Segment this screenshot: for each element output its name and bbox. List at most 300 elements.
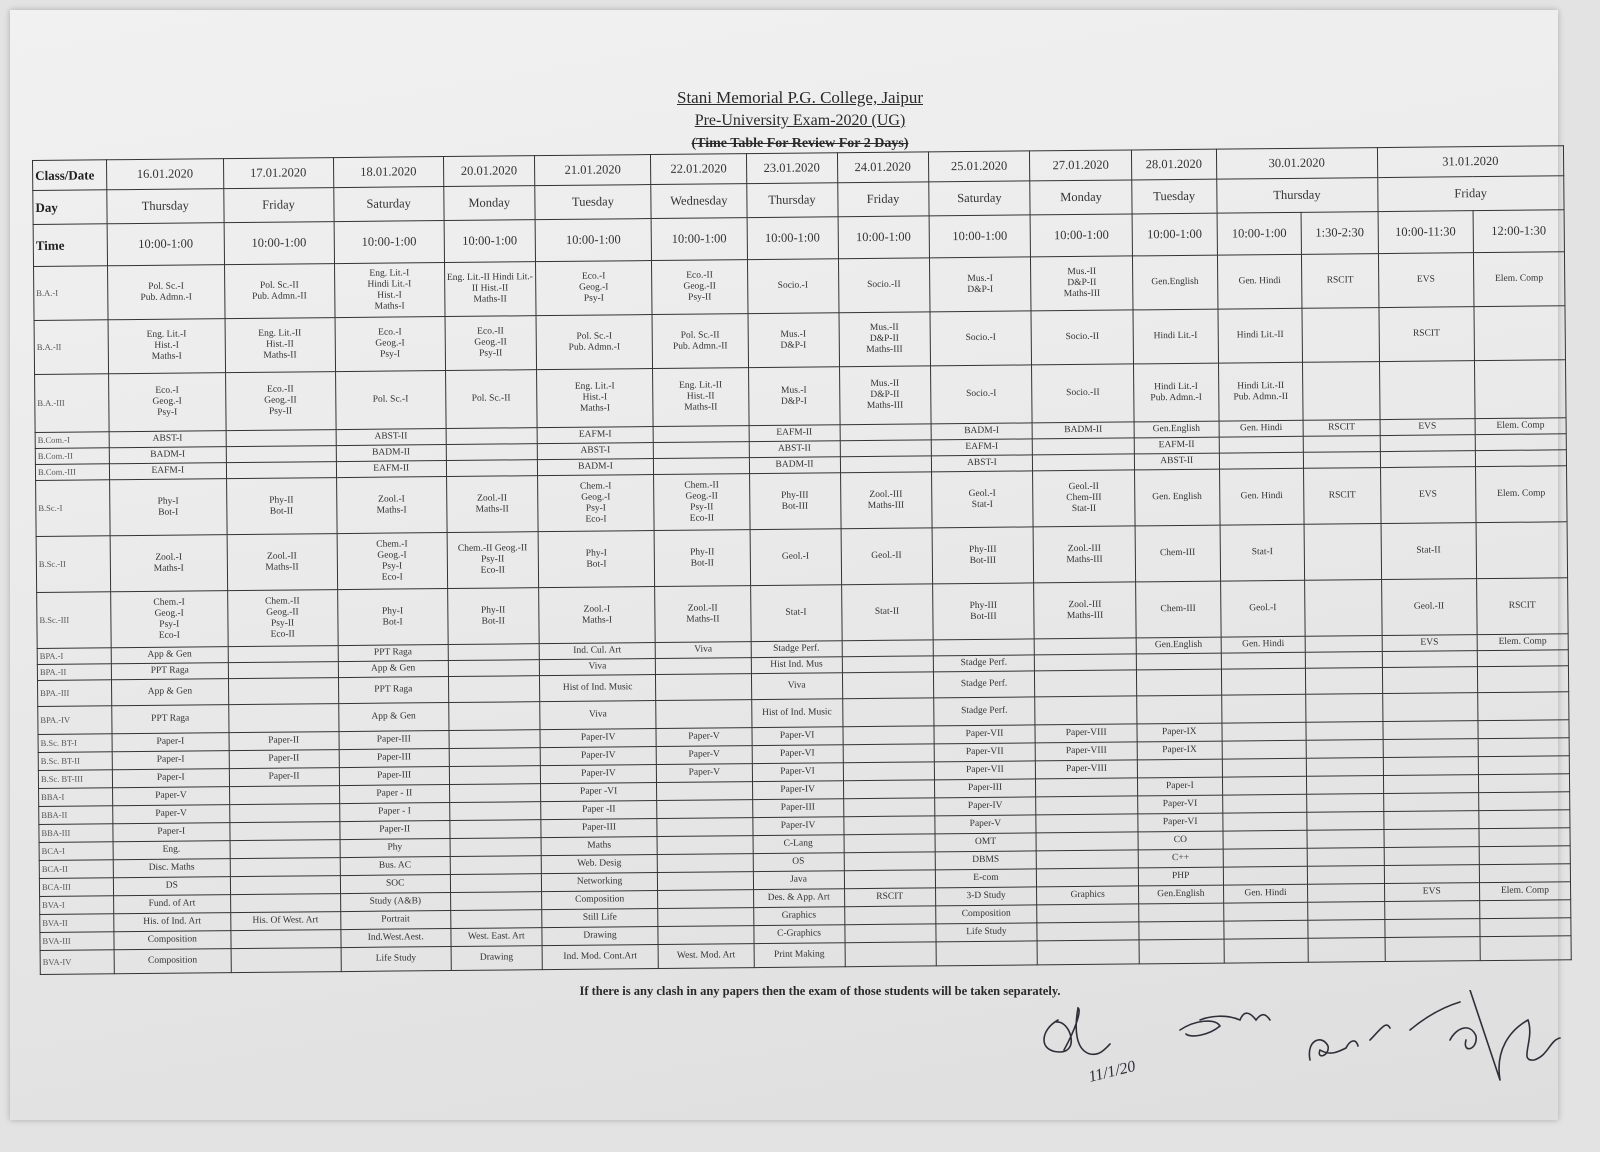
exam-cell: ABST-II (336, 429, 446, 446)
exam-cell: Elem. Comp (1475, 418, 1566, 435)
exam-cell: C++ (1138, 849, 1223, 868)
exam-cell: Ind. Cul. Art (539, 643, 656, 660)
exam-cell (1222, 758, 1307, 777)
class-label: B.Sc.-III (37, 592, 112, 649)
time-cell: 10:00-1:00 (929, 215, 1031, 258)
exam-cell (228, 646, 338, 663)
exam-cell (1139, 939, 1224, 964)
header-label: Day (33, 190, 107, 225)
exam-cell (1036, 778, 1138, 797)
exam-cell (1384, 919, 1479, 938)
exam-cell (843, 780, 934, 799)
exam-cell: BADM-I (537, 459, 654, 476)
exam-cell (1302, 308, 1379, 363)
exam-cell: Ind.West.Aest. (341, 929, 451, 948)
exam-cell (449, 748, 540, 767)
footer-note: If there is any clash in any papers then the exam of those students will be taken separately. (579, 984, 1061, 998)
class-label: B.Sc. BT-III (38, 770, 112, 789)
exam-cell: Paper-I (113, 823, 230, 842)
exam-cell (1382, 667, 1478, 694)
exam-cell: Geol.-I (750, 529, 842, 586)
exam-cell: BADM-I (931, 423, 1033, 440)
exam-cell: Phy-II Bot-II (226, 478, 337, 535)
exam-cell: Paper-V (113, 787, 230, 806)
exam-cell: Drawing (451, 946, 542, 971)
exam-cell: RSCIT (844, 888, 935, 907)
exam-cell (1304, 524, 1381, 581)
class-label: B.Sc.-II (36, 536, 111, 593)
exam-cell: EAFM-II (1134, 437, 1219, 454)
exam-cell: Paper-VIII (1035, 742, 1137, 761)
date-cell: 21.01.2020 (534, 155, 651, 186)
exam-cell: CO (1138, 831, 1223, 850)
date-cell: 31.01.2020 (1377, 146, 1564, 178)
exam-cell: Socio.-II (1031, 310, 1133, 365)
exam-cell: Study (A&B) (340, 893, 450, 912)
exam-cell: PPT Raga (338, 677, 448, 704)
exam-cell: Paper-VIII (1036, 760, 1138, 779)
exam-cell: Maths (541, 837, 658, 856)
exam-cell (844, 834, 935, 853)
exam-cell (1385, 937, 1481, 962)
exam-cell (657, 854, 752, 873)
college-name: Stani Memorial P.G. College, Jaipur (676, 88, 923, 107)
date-cell: 27.01.2020 (1030, 150, 1132, 181)
struck-subtitle: (Time Table For Review For 2 Days) (691, 136, 909, 151)
exam-cell: PPT Raga (111, 663, 228, 680)
exam-cell: Composition (541, 891, 658, 910)
exam-cell: SOC (340, 875, 450, 894)
exam-cell: Gen. Hindi (1219, 420, 1304, 437)
exam-cell: Paper-III (752, 799, 843, 818)
exam-cell: Socio.-II (838, 258, 930, 313)
exam-cell (1033, 438, 1135, 455)
exam-cell (1306, 652, 1382, 669)
exam-cell (1480, 936, 1571, 961)
day-cell: Saturday (928, 181, 1030, 216)
class-label: BCA-III (39, 878, 113, 897)
exam-cell: Paper -VI (540, 783, 657, 802)
exam-cell: Paper-IX (1137, 723, 1222, 742)
exam-cell (1380, 435, 1475, 452)
exam-cell (1222, 812, 1307, 831)
exam-cell: Stat-II (841, 584, 933, 641)
exam-cell: Hindi Lit.-II Pub. Admn.-II (1218, 362, 1303, 421)
exam-cell (1308, 902, 1384, 921)
exam-cell: Viva (655, 642, 750, 659)
exam-cell: RSCIT (1476, 578, 1568, 635)
exam-cell: Composition (114, 949, 231, 974)
exam-cell (656, 674, 752, 701)
exam-cell: Gen.English (1136, 637, 1221, 654)
exam-cell: Paper-IV (540, 729, 657, 748)
exam-cell (1308, 920, 1384, 939)
exam-cell (1382, 651, 1477, 668)
exam-cell (844, 852, 935, 871)
exam-cell: Paper-II (340, 821, 450, 840)
time-cell: 10:00-1:00 (1030, 214, 1132, 257)
exam-cell (1139, 921, 1224, 940)
exam-cell: EAFM-I (110, 463, 227, 480)
exam-cell: E-com (935, 869, 1037, 888)
time-cell: 10:00-1:00 (107, 223, 224, 266)
exam-cell: EVS (1382, 635, 1477, 652)
exam-cell: App & Gen (112, 679, 229, 706)
exam-cell: RSCIT (1302, 254, 1379, 309)
exam-cell: Paper-VIII (1035, 724, 1137, 743)
exam-cell: Stat-II (1381, 523, 1477, 580)
exam-cell: Gen. English (1134, 469, 1219, 526)
exam-cell: Pol. Sc.-II (445, 370, 537, 429)
exam-cell (1035, 654, 1137, 671)
exam-cell: Pol. Sc.-II Pub. Admn.-II (652, 314, 748, 369)
exam-cell: ABST-I (537, 443, 654, 460)
exam-cell (451, 910, 542, 929)
exam-cell (656, 658, 751, 675)
exam-cell (1037, 922, 1139, 941)
exam-cell (1384, 847, 1479, 866)
exam-cell (1478, 720, 1569, 739)
exam-cell: Phy-I Bot-I (538, 531, 655, 588)
exam-cell: RSCIT (1303, 420, 1379, 437)
exam-cell: Geol.-I Stat-I (931, 471, 1033, 528)
exam-cell (1219, 452, 1304, 469)
exam-cell (230, 858, 340, 877)
exam-cell: Phy (340, 839, 450, 858)
exam-cell (446, 428, 537, 445)
exam-cell (1308, 938, 1384, 963)
exam-cell: PPT Raga (338, 645, 448, 662)
exam-cell: Chem-III (1135, 525, 1220, 582)
exam-cell: ABST-II (749, 441, 840, 458)
exam-cell (843, 744, 934, 763)
exam-cell (843, 798, 934, 817)
class-label: B.Com.-II (35, 448, 109, 465)
exam-cell: Elem. Comp (1473, 252, 1565, 307)
class-label: BPA.-IV (38, 706, 112, 735)
exam-cell: Hindi Lit.-II (1218, 308, 1303, 363)
exam-cell: Pol. Sc.-I Pub. Admn.-I (108, 265, 225, 320)
exam-cell (1307, 830, 1383, 849)
date-cell: 18.01.2020 (333, 157, 443, 188)
exam-cell: 3-D Study (935, 887, 1037, 906)
exam-cell: Paper-I (1137, 777, 1222, 796)
exam-cell: Phy-III Bot-III (932, 527, 1034, 584)
exam-cell: Stadge Perf. (933, 671, 1035, 698)
exam-cell: PHP (1138, 867, 1223, 886)
exam-cell (657, 818, 752, 837)
exam-cell (653, 426, 748, 443)
signature-date: 11/1/20 (1086, 1057, 1138, 1086)
exam-cell: Paper-I (112, 769, 229, 788)
exam-cell (1304, 452, 1380, 469)
day-cell: Friday (837, 182, 928, 217)
exam-cell (1306, 668, 1382, 695)
exam-cell: Paper-VI (1138, 813, 1223, 832)
day-cell: Friday (223, 188, 333, 223)
exam-cell: RSCIT (1379, 307, 1475, 362)
exam-cell: Print Making (754, 943, 845, 968)
exam-cell: Gen.English (1138, 885, 1223, 904)
exam-cell (1480, 918, 1571, 937)
exam-cell: Paper-VII (934, 743, 1036, 762)
exam-cell: Paper-VI (752, 763, 843, 782)
exam-cell (448, 676, 539, 703)
exam-cell (842, 672, 933, 699)
exam-cell (845, 942, 936, 967)
exam-cell (226, 430, 336, 447)
exam-cell (449, 784, 540, 803)
signatures (1030, 990, 1570, 1100)
exam-cell (231, 948, 341, 973)
day-cell: Tuesday (535, 185, 652, 220)
exam-cell: Paper-IV (934, 797, 1036, 816)
exam-cell: Chem.-II Geog.-II Psy-II Eco-II (654, 474, 750, 531)
exam-cell (1036, 850, 1138, 869)
exam-cell: Eng. Lit.-II Hist.-II Maths-II (225, 318, 336, 373)
exam-cell: Disc. Maths (113, 859, 230, 878)
exam-cell: Graphics (1037, 886, 1139, 905)
exam-cell (1478, 756, 1569, 775)
exam-cell (933, 639, 1035, 656)
exam-cell: Chem.-I Geog.-I Psy-I Eco-I (537, 475, 654, 532)
exam-cell: C-Lang (753, 835, 844, 854)
exam-cell: Zool.-III Maths-III (1034, 582, 1136, 639)
exam-title: Pre-University Exam-2020 (UG) (694, 112, 906, 129)
exam-cell: Gen. Hindi (1219, 468, 1304, 525)
class-label: B.Sc.-I (36, 480, 111, 537)
class-label: BVA-I (40, 896, 114, 915)
exam-cell: Paper - II (339, 785, 449, 804)
time-cell: 10:00-1:00 (535, 219, 652, 262)
exam-cell: EVS (1380, 419, 1475, 436)
date-cell: 28.01.2020 (1131, 149, 1216, 180)
exam-cell (1477, 650, 1568, 667)
exam-cell: C-Graphics (753, 925, 844, 944)
exam-cell (843, 816, 934, 835)
exam-cell: Chem.-I Geog.-I Psy-I Eco-I (337, 533, 448, 590)
exam-cell (1035, 696, 1137, 725)
exam-cell: Gen. Hindi (1221, 636, 1306, 653)
exam-cell: Eco.-I Geog.-I Psy-I (535, 261, 652, 316)
exam-cell (229, 786, 339, 805)
signature-3 (1309, 990, 1560, 1080)
exam-cell (449, 766, 540, 785)
date-cell: 30.01.2020 (1216, 148, 1377, 180)
class-label: BPA.-I (37, 648, 111, 665)
exam-cell (1380, 451, 1475, 468)
exam-cell: Eng. Lit.-II Hindi Lit.-II Hist.-II Maths-II (444, 262, 536, 317)
exam-cell: Paper-V (656, 746, 751, 765)
exam-cell: Paper -II (541, 801, 658, 820)
exam-cell: BADM-II (1032, 422, 1134, 439)
exam-cell: Life Study (341, 947, 451, 972)
exam-cell (1306, 740, 1382, 759)
exam-cell (843, 726, 934, 745)
exam-cell (1137, 759, 1222, 778)
exam-cell: Socio.-I (747, 259, 839, 314)
exam-cell: Socio.-II (1032, 364, 1134, 423)
class-label: BBA-I (39, 788, 113, 807)
exam-cell (1382, 721, 1477, 740)
exam-cell (842, 656, 933, 673)
class-label: B.A.-III (35, 374, 110, 433)
exam-cell: Paper-VI (752, 727, 843, 746)
time-cell: 10:00-1:00 (1217, 212, 1302, 255)
exam-cell: Paper-V (113, 805, 230, 824)
exam-cell (843, 762, 934, 781)
exam-cell: Mus.-I D&P-I (748, 313, 840, 368)
exam-cell: DBMS (935, 851, 1037, 870)
exam-cell: Networking (541, 873, 658, 892)
exam-cell (446, 444, 537, 461)
exam-cell: Eng. Lit.-I Hindi Lit.-I Hist.-I Maths-I (334, 263, 445, 318)
exam-cell (230, 876, 340, 895)
exam-cell (1474, 306, 1566, 361)
exam-cell: Phy-I Bot-I (110, 479, 227, 536)
exam-cell: EAFM-II (749, 425, 840, 442)
exam-cell: Phy-III Bot-III (749, 473, 841, 530)
class-label: BVA-III (40, 932, 114, 951)
exam-cell (1036, 832, 1138, 851)
exam-cell (1036, 814, 1138, 833)
exam-cell (1475, 434, 1566, 451)
exam-cell: Zool.-III Maths-III (1033, 526, 1135, 583)
exam-cell: OS (753, 853, 844, 872)
exam-cell: Phy-III Bot-III (932, 583, 1034, 640)
exam-cell: EAFM-I (537, 427, 654, 444)
class-label: BPA.-III (37, 680, 111, 707)
exam-cell: Paper-IV (540, 747, 657, 766)
exam-cell: Chem.-II Geog.-II Psy-II Eco-II (447, 532, 539, 589)
exam-cell: Mus.-II D&P-II Maths-III (1031, 256, 1133, 311)
exam-cell: Eco.-I Geog.-I Psy-I (335, 317, 446, 372)
signature-2 (1180, 1013, 1270, 1036)
exam-cell: Hist of Ind. Music (539, 675, 656, 702)
day-cell: Thursday (746, 183, 837, 218)
header-label: Class/Date (33, 160, 107, 191)
exam-cell (1037, 904, 1139, 923)
exam-cell: Viva (539, 659, 656, 676)
exam-cell: Paper-V (656, 728, 751, 747)
exam-cell (658, 908, 753, 927)
exam-cell (450, 856, 541, 875)
exam-cell (1221, 652, 1306, 669)
date-cell: 16.01.2020 (107, 159, 224, 190)
class-label: BBA-II (39, 806, 113, 825)
exam-cell (657, 836, 752, 855)
exam-cell: Life Study (936, 923, 1038, 942)
date-cell: 23.01.2020 (746, 153, 837, 184)
exam-cell (1307, 794, 1383, 813)
exam-cell (1037, 940, 1139, 965)
exam-cell (1383, 775, 1478, 794)
exam-cell (229, 822, 339, 841)
exam-cell (1033, 454, 1135, 471)
exam-cell (1479, 846, 1570, 865)
class-label: BBA-III (39, 824, 113, 843)
exam-cell: Socio.-I (930, 365, 1032, 424)
date-cell: 24.01.2020 (837, 152, 928, 183)
time-cell: 10:00-1:00 (747, 217, 838, 260)
exam-cell (1223, 902, 1308, 921)
exam-cell: Paper-IX (1137, 741, 1222, 760)
day-cell: Saturday (333, 187, 443, 222)
exam-cell (1474, 360, 1566, 419)
exam-cell (1034, 638, 1136, 655)
time-cell: 10:00-1:00 (224, 222, 335, 265)
time-cell: 10:00-1:00 (838, 216, 929, 259)
exam-cell (654, 458, 749, 475)
exam-cell: Bus. AC (340, 857, 450, 876)
date-cell: 20.01.2020 (443, 156, 534, 187)
exam-cell (1476, 522, 1568, 579)
exam-cell: Paper-III (339, 767, 449, 786)
exam-cell (1383, 757, 1478, 776)
day-cell: Friday (1377, 176, 1564, 212)
exam-cell (228, 678, 338, 705)
exam-cell: His. of Ind. Art (114, 913, 231, 932)
exam-cell (842, 640, 933, 657)
exam-cell: Paper-I (112, 751, 229, 770)
class-label: BCA-II (39, 860, 113, 879)
exam-cell: Paper-VI (752, 745, 843, 764)
date-cell: 25.01.2020 (928, 151, 1030, 182)
exam-cell (936, 941, 1038, 966)
exam-cell: Elem. Comp (1477, 634, 1568, 651)
exam-cell: Paper-II (229, 750, 339, 769)
date-cell: 17.01.2020 (223, 158, 333, 189)
exam-cell (656, 700, 752, 729)
exam-cell (1222, 722, 1307, 741)
exam-cell: Paper - I (339, 803, 449, 822)
exam-cell: Pol. Sc.-I (335, 371, 446, 430)
exam-cell (1477, 666, 1568, 693)
exam-cell: Eng. Lit.-II Hist.-II Maths-II (653, 368, 749, 427)
exam-cell: Eng. Lit.-I Hist.-I Maths-I (536, 369, 653, 428)
exam-cell: Chem-III (1136, 581, 1221, 638)
exam-cell: ABST-I (931, 455, 1033, 472)
exam-cell (1304, 436, 1380, 453)
day-cell: Thursday (1216, 178, 1377, 214)
signature-1 (1044, 1008, 1110, 1054)
exam-cell: Eco.-II Geog.-II Psy-II (652, 260, 748, 315)
exam-cell (654, 442, 749, 459)
exam-cell (1479, 810, 1570, 829)
exam-cell: Eco.-II Geog.-II Psy-II (225, 372, 336, 431)
exam-cell: Elem. Comp (1479, 882, 1570, 901)
exam-cell: Stadge Perf. (933, 655, 1035, 672)
exam-cell (1307, 776, 1383, 795)
exam-cell (1222, 740, 1307, 759)
exam-cell (450, 838, 541, 857)
exam-cell: ABST-I (109, 431, 226, 448)
exam-cell: Web. Desig (541, 855, 658, 874)
exam-cell (1223, 830, 1308, 849)
exam-cell (1307, 848, 1383, 867)
exam-cell: Gen. Hindi (1217, 254, 1302, 309)
exam-cell (1479, 828, 1570, 847)
exam-cell (842, 698, 933, 727)
exam-cell: App & Gen (111, 647, 228, 664)
exam-cell: Phy-II Bot-II (654, 530, 750, 587)
exam-cell: Stadge Perf. (933, 697, 1035, 726)
exam-cell: Paper-VII (934, 761, 1036, 780)
exam-cell (450, 874, 541, 893)
exam-cell: Geol.-I (1220, 580, 1305, 637)
header-label: Time (33, 224, 108, 267)
exam-cell (1221, 694, 1306, 723)
